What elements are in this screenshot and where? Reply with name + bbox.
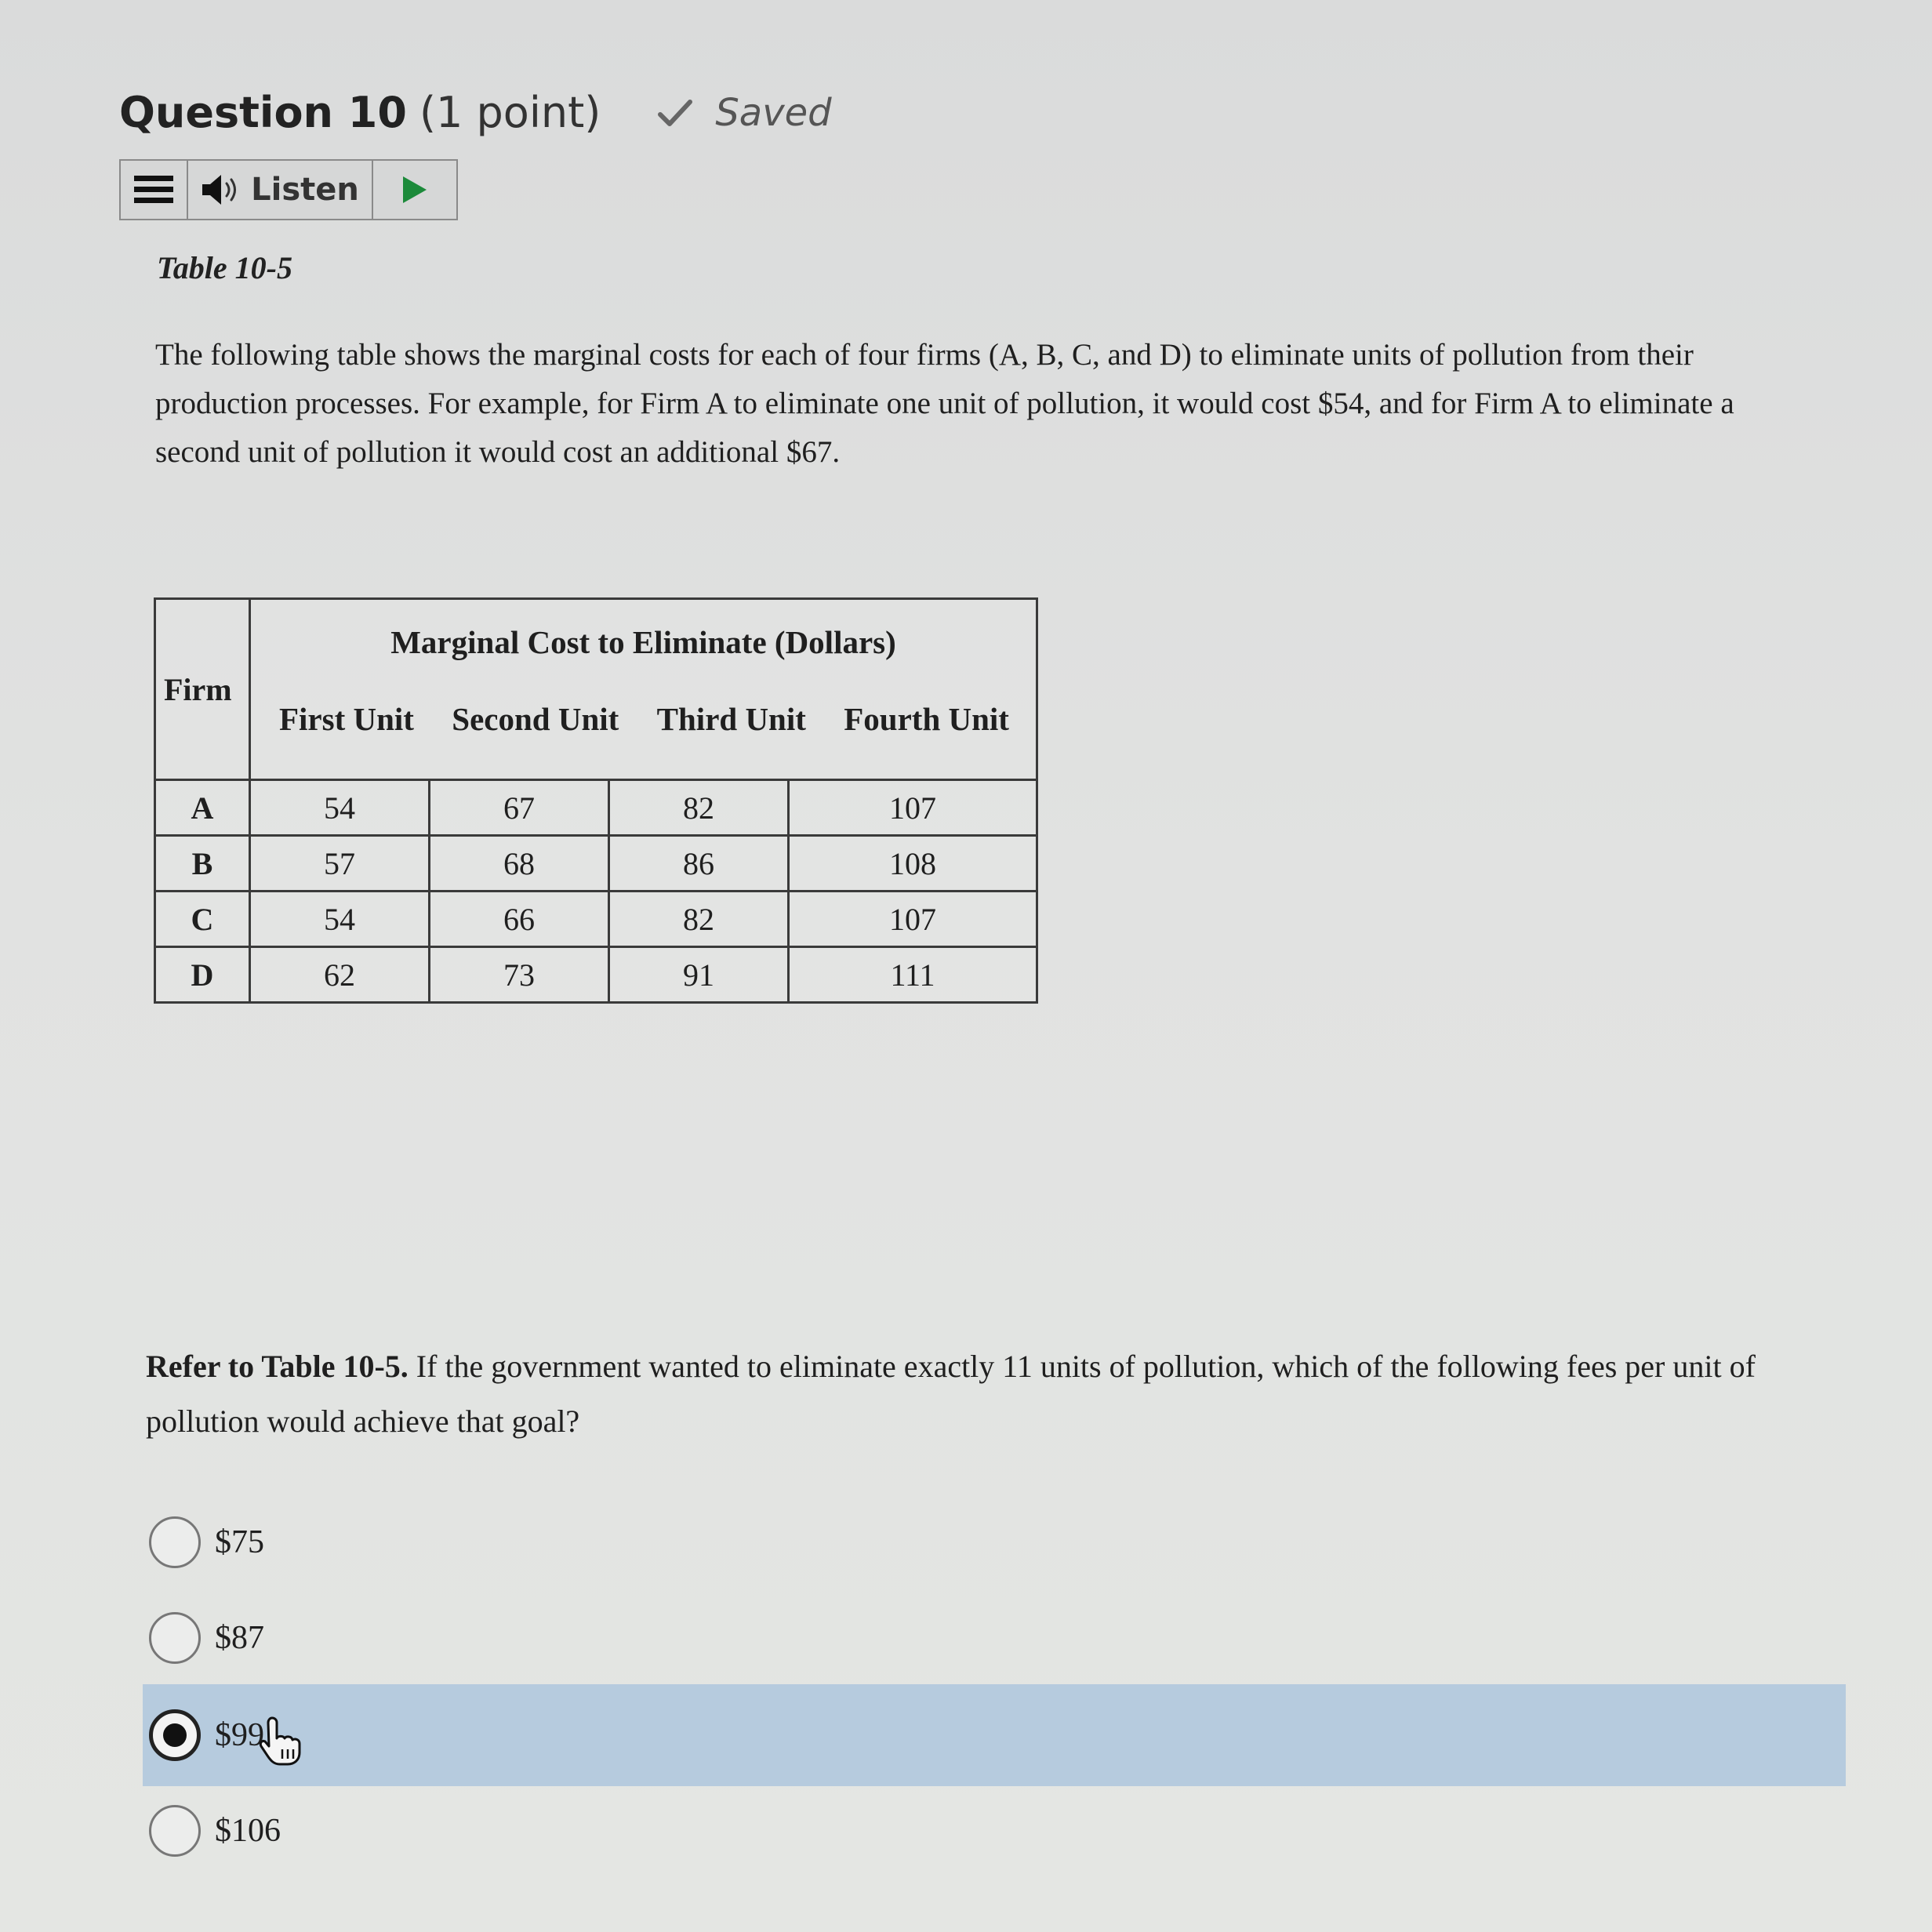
table-cell: 73 <box>430 947 609 1003</box>
table-cell: 82 <box>609 780 789 836</box>
firm-cell: B <box>155 836 250 892</box>
table-cell: 62 <box>250 947 430 1003</box>
firm-cell: D <box>155 947 250 1003</box>
saved-text: Saved <box>715 90 832 135</box>
radio-button-selected[interactable] <box>149 1709 201 1761</box>
table-row <box>155 892 1037 947</box>
firm-header: Firm <box>155 599 250 780</box>
speaker-icon <box>201 173 243 206</box>
table-cell: 54 <box>250 892 430 947</box>
radio-button[interactable] <box>149 1805 201 1857</box>
table-cell: 68 <box>430 836 609 892</box>
unit-header-second: Second Unit <box>452 701 619 737</box>
table-row <box>155 836 1037 892</box>
marginal-cost-table <box>154 597 1038 1004</box>
table-cell: 111 <box>789 947 1037 1003</box>
unit-headers <box>251 700 1036 738</box>
option-label: $87 <box>215 1620 264 1656</box>
unit-header-first: First Unit <box>279 701 414 737</box>
question-header <box>119 88 832 137</box>
table-cell: 91 <box>609 947 789 1003</box>
check-icon <box>657 97 693 129</box>
play-button[interactable] <box>373 161 456 219</box>
firm-cell: A <box>155 780 250 836</box>
table-cell: 67 <box>430 780 609 836</box>
radio-button[interactable] <box>149 1612 201 1664</box>
table-cell: 107 <box>789 892 1037 947</box>
question-points: (1 point) <box>419 88 601 137</box>
table-cell: 86 <box>609 836 789 892</box>
hamburger-icon <box>134 174 173 205</box>
option-106[interactable] <box>143 1780 281 1882</box>
table-row <box>155 780 1037 836</box>
listen-button[interactable] <box>188 161 373 219</box>
option-label: $99 <box>215 1717 264 1753</box>
readspeaker-toolbar <box>119 159 458 220</box>
question-prompt <box>146 1339 1839 1449</box>
prompt-reference: Refer to Table 10-5. <box>146 1349 409 1384</box>
play-icon <box>401 175 428 205</box>
table-cell: 107 <box>789 780 1037 836</box>
table-cell: 54 <box>250 780 430 836</box>
firm-cell: C <box>155 892 250 947</box>
table-row <box>155 947 1037 1003</box>
table-cell: 82 <box>609 892 789 947</box>
menu-button[interactable] <box>121 161 188 219</box>
radio-button[interactable] <box>149 1516 201 1568</box>
saved-status <box>657 91 831 135</box>
hand-cursor-icon <box>258 1715 303 1767</box>
option-label: $75 <box>215 1524 264 1560</box>
table-description: The following table shows the marginal costs for each of four firms (A, B, C, and D) to eliminate units of pollution from their production processes. For example, for Firm A to eliminate one unit of pollution, it would cost $54, and for Firm A to eliminate a second unit of pollution it would cost an additional $67. <box>155 338 1734 469</box>
option-75[interactable] <box>143 1491 264 1593</box>
table-label: Table 10-5 <box>157 250 292 285</box>
table-cell: 66 <box>430 892 609 947</box>
unit-header-fourth: Fourth Unit <box>844 701 1009 737</box>
group-header-title: Marginal Cost to Eliminate (Dollars) <box>390 624 896 660</box>
option-label: $106 <box>215 1813 281 1849</box>
listen-label: Listen <box>251 172 359 208</box>
question-title: Question 10 <box>119 88 407 137</box>
table-cell: 57 <box>250 836 430 892</box>
group-header <box>250 599 1037 780</box>
option-99[interactable] <box>143 1684 1846 1786</box>
table-cell: 108 <box>789 836 1037 892</box>
radio-dot <box>163 1723 187 1747</box>
option-87[interactable] <box>143 1587 264 1689</box>
unit-header-third: Third Unit <box>656 701 806 737</box>
prompt-text: If the government wanted to eliminate exactly 11 units of pollution, which of the following fees per unit of pollution would achieve that goal? <box>146 1349 1756 1439</box>
